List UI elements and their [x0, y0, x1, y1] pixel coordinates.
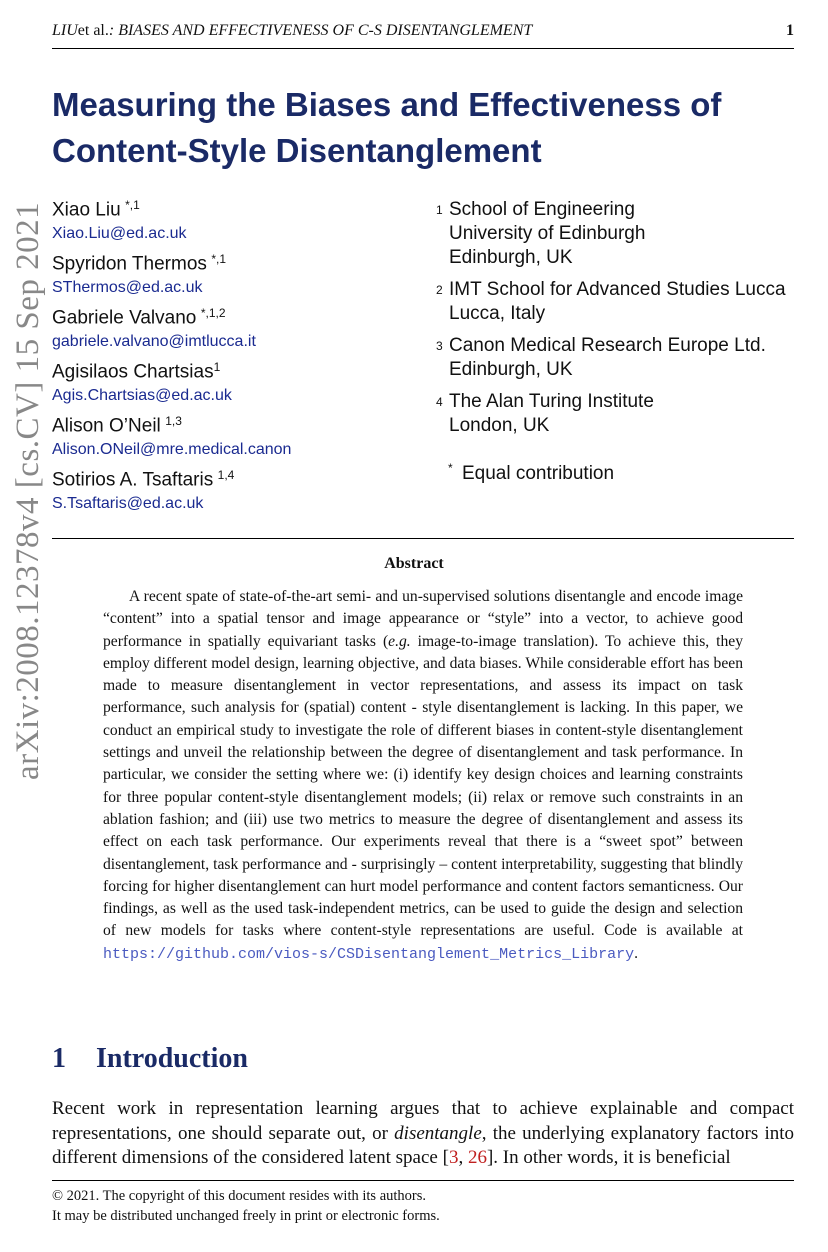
- author-affiliation-marks: 1: [213, 360, 221, 374]
- author-email[interactable]: Agis.Chartsias@ed.ac.uk: [52, 387, 232, 404]
- affiliation-line: London, UK: [449, 415, 550, 436]
- intro-text-2: , the underlying explanatory factors into different dimensions of the considered latent space [: [52, 1122, 794, 1168]
- author-entry: [52, 414, 182, 437]
- copyright-footer: [52, 1186, 440, 1226]
- affiliation-line: Edinburgh, UK: [449, 247, 573, 268]
- affiliation-number: 4: [436, 395, 443, 409]
- asterisk-mark: *: [448, 461, 453, 475]
- abstract-top-rule: [52, 538, 794, 539]
- running-header: [52, 22, 794, 40]
- affiliation-4: [436, 390, 654, 436]
- affiliation-line: School of Engineering: [449, 199, 635, 220]
- header-etal: et al.: [77, 22, 109, 39]
- author-name: Gabriele Valvano: [52, 307, 197, 329]
- author-entry: [52, 360, 220, 383]
- header-title: : BIASES AND EFFECTIVENESS OF C-S DISENTANGLEMENT: [108, 22, 533, 39]
- affiliation-line: Canon Medical Research Europe Ltd.: [449, 335, 766, 356]
- author-name: Xiao Liu: [52, 199, 121, 221]
- title-line-1: Measuring the Biases and Effectiveness of: [52, 86, 722, 123]
- author-name: Spyridon Thermos: [52, 253, 207, 275]
- section-heading: [52, 1043, 248, 1075]
- abstract-eg: e.g.: [388, 632, 411, 650]
- citation-link[interactable]: 26: [467, 1147, 487, 1168]
- affiliation-line: University of Edinburgh: [449, 223, 646, 244]
- abstract-text-1: A recent spate of state-of-the-art semi- and un-supervised solutions disentangle and encode image “content” into a spatial tensor and image appearance or “style” into a vector, to achieve good performance in spatially equivariant tasks (: [103, 588, 743, 650]
- affiliation-line: Lucca, Italy: [449, 303, 546, 324]
- author-email[interactable]: S.Tsaftaris@ed.ac.uk: [52, 495, 204, 512]
- affiliation-line: Edinburgh, UK: [449, 359, 573, 380]
- citation-separator: ,: [458, 1147, 468, 1168]
- affiliation-number: 1: [436, 203, 443, 217]
- abstract-end: .: [634, 944, 638, 962]
- intro-text-1: Recent work in representation learning argues that to achieve explainable and compact representations, one should separate out, or: [52, 1098, 794, 1144]
- affiliation-line: IMT School for Advanced Studies Lucca: [449, 279, 786, 300]
- author-email[interactable]: SThermos@ed.ac.uk: [52, 279, 203, 296]
- paper-title: [52, 82, 792, 174]
- author-name: Alison O’Neil: [52, 415, 161, 437]
- header-lead: LIU: [52, 22, 78, 39]
- author-email[interactable]: Alison.ONeil@mre.medical.canon: [52, 441, 292, 458]
- abstract-text-2: image-to-image translation). To achieve this, they employ different model design, learning objective, and data biases. While considerable effort has been made to measure disentanglement in vector representations, and assess its impact on task performance, such analysis for (spatial) content - style disentanglement is lacking. In this paper, we conduct an empirical study to investigate the role of different biases in content-style disentanglement settings and unveil the relationship between the degree of disentanglement and task performance. In particular, we consider the setting where we: (i) identify key design choices and learning constraints for three popular content-style disentanglement models; (ii) relax or remove such constraints in an ablation fashion; and (iii) use two metrics to measure the degree of disentanglement and assess its effect on each task performance. Our experiments reveal that there is a “sweet spot” between disentanglement, task performance and - surprisingly – content interpretability, suggesting that blindly forcing for higher disentanglement can hurt model performance and content factors semanticness. Our findings, as well as the used task-independent metrics, can be used to guide the design and selection of new models for tasks where content-style representations are useful. Code is available at: [103, 632, 743, 940]
- section-title: Introduction: [96, 1043, 248, 1074]
- author-name: Sotirios A. Tsaftaris: [52, 469, 214, 491]
- intro-emphasis: disentangle: [394, 1122, 482, 1144]
- footer-line-2: It may be distributed unchanged freely in print or electronic forms.: [52, 1208, 440, 1224]
- affiliation-2: [436, 278, 786, 324]
- abstract-heading: Abstract: [384, 555, 444, 572]
- author-affiliation-marks: *,1: [211, 252, 227, 266]
- affiliation-3: [436, 334, 766, 380]
- author-email[interactable]: Xiao.Liu@ed.ac.uk: [52, 225, 187, 242]
- footer-line-1: © 2021. The copyright of this document resides with its authors.: [52, 1188, 427, 1204]
- equal-contribution-text: Equal contribution: [461, 463, 615, 484]
- author-affiliation-marks: *,1,2: [200, 306, 226, 320]
- author-name: Agisilaos Chartsias: [52, 361, 214, 383]
- author-entry: [52, 252, 226, 275]
- header-rule: [52, 48, 794, 49]
- affiliation-number: 3: [436, 339, 443, 353]
- author-affiliation-marks: 1,3: [165, 414, 182, 428]
- equal-contribution-note: [448, 456, 614, 486]
- author-entry: [52, 198, 140, 221]
- intro-paragraph: [52, 1097, 794, 1171]
- author-email[interactable]: gabriele.valvano@imtlucca.it: [52, 333, 256, 350]
- author-entry: [52, 468, 234, 491]
- code-link[interactable]: https://github.com/vios-s/CSDisentanglement_Metrics_Library: [103, 945, 635, 963]
- affiliation-line: The Alan Turing Institute: [449, 391, 654, 412]
- affiliation-number: 2: [436, 283, 443, 297]
- author-affiliation-marks: 1,4: [217, 468, 235, 482]
- footer-rule: [52, 1180, 794, 1181]
- page-number: 1: [786, 22, 794, 39]
- intro-text-3: ]. In other words, it is beneficial: [486, 1147, 731, 1168]
- author-affiliation-marks: *,1: [125, 198, 140, 212]
- author-entry: [52, 306, 226, 329]
- affiliation-1: [436, 198, 646, 268]
- abstract-body: [103, 586, 743, 966]
- citation-link[interactable]: 3: [448, 1147, 459, 1168]
- title-line-2: Content-Style Disentanglement: [52, 132, 542, 169]
- arxiv-stamp: arXiv:2008.12378v4 [cs.CV] 15 Sep 2021: [10, 201, 46, 780]
- section-number: 1: [52, 1043, 66, 1074]
